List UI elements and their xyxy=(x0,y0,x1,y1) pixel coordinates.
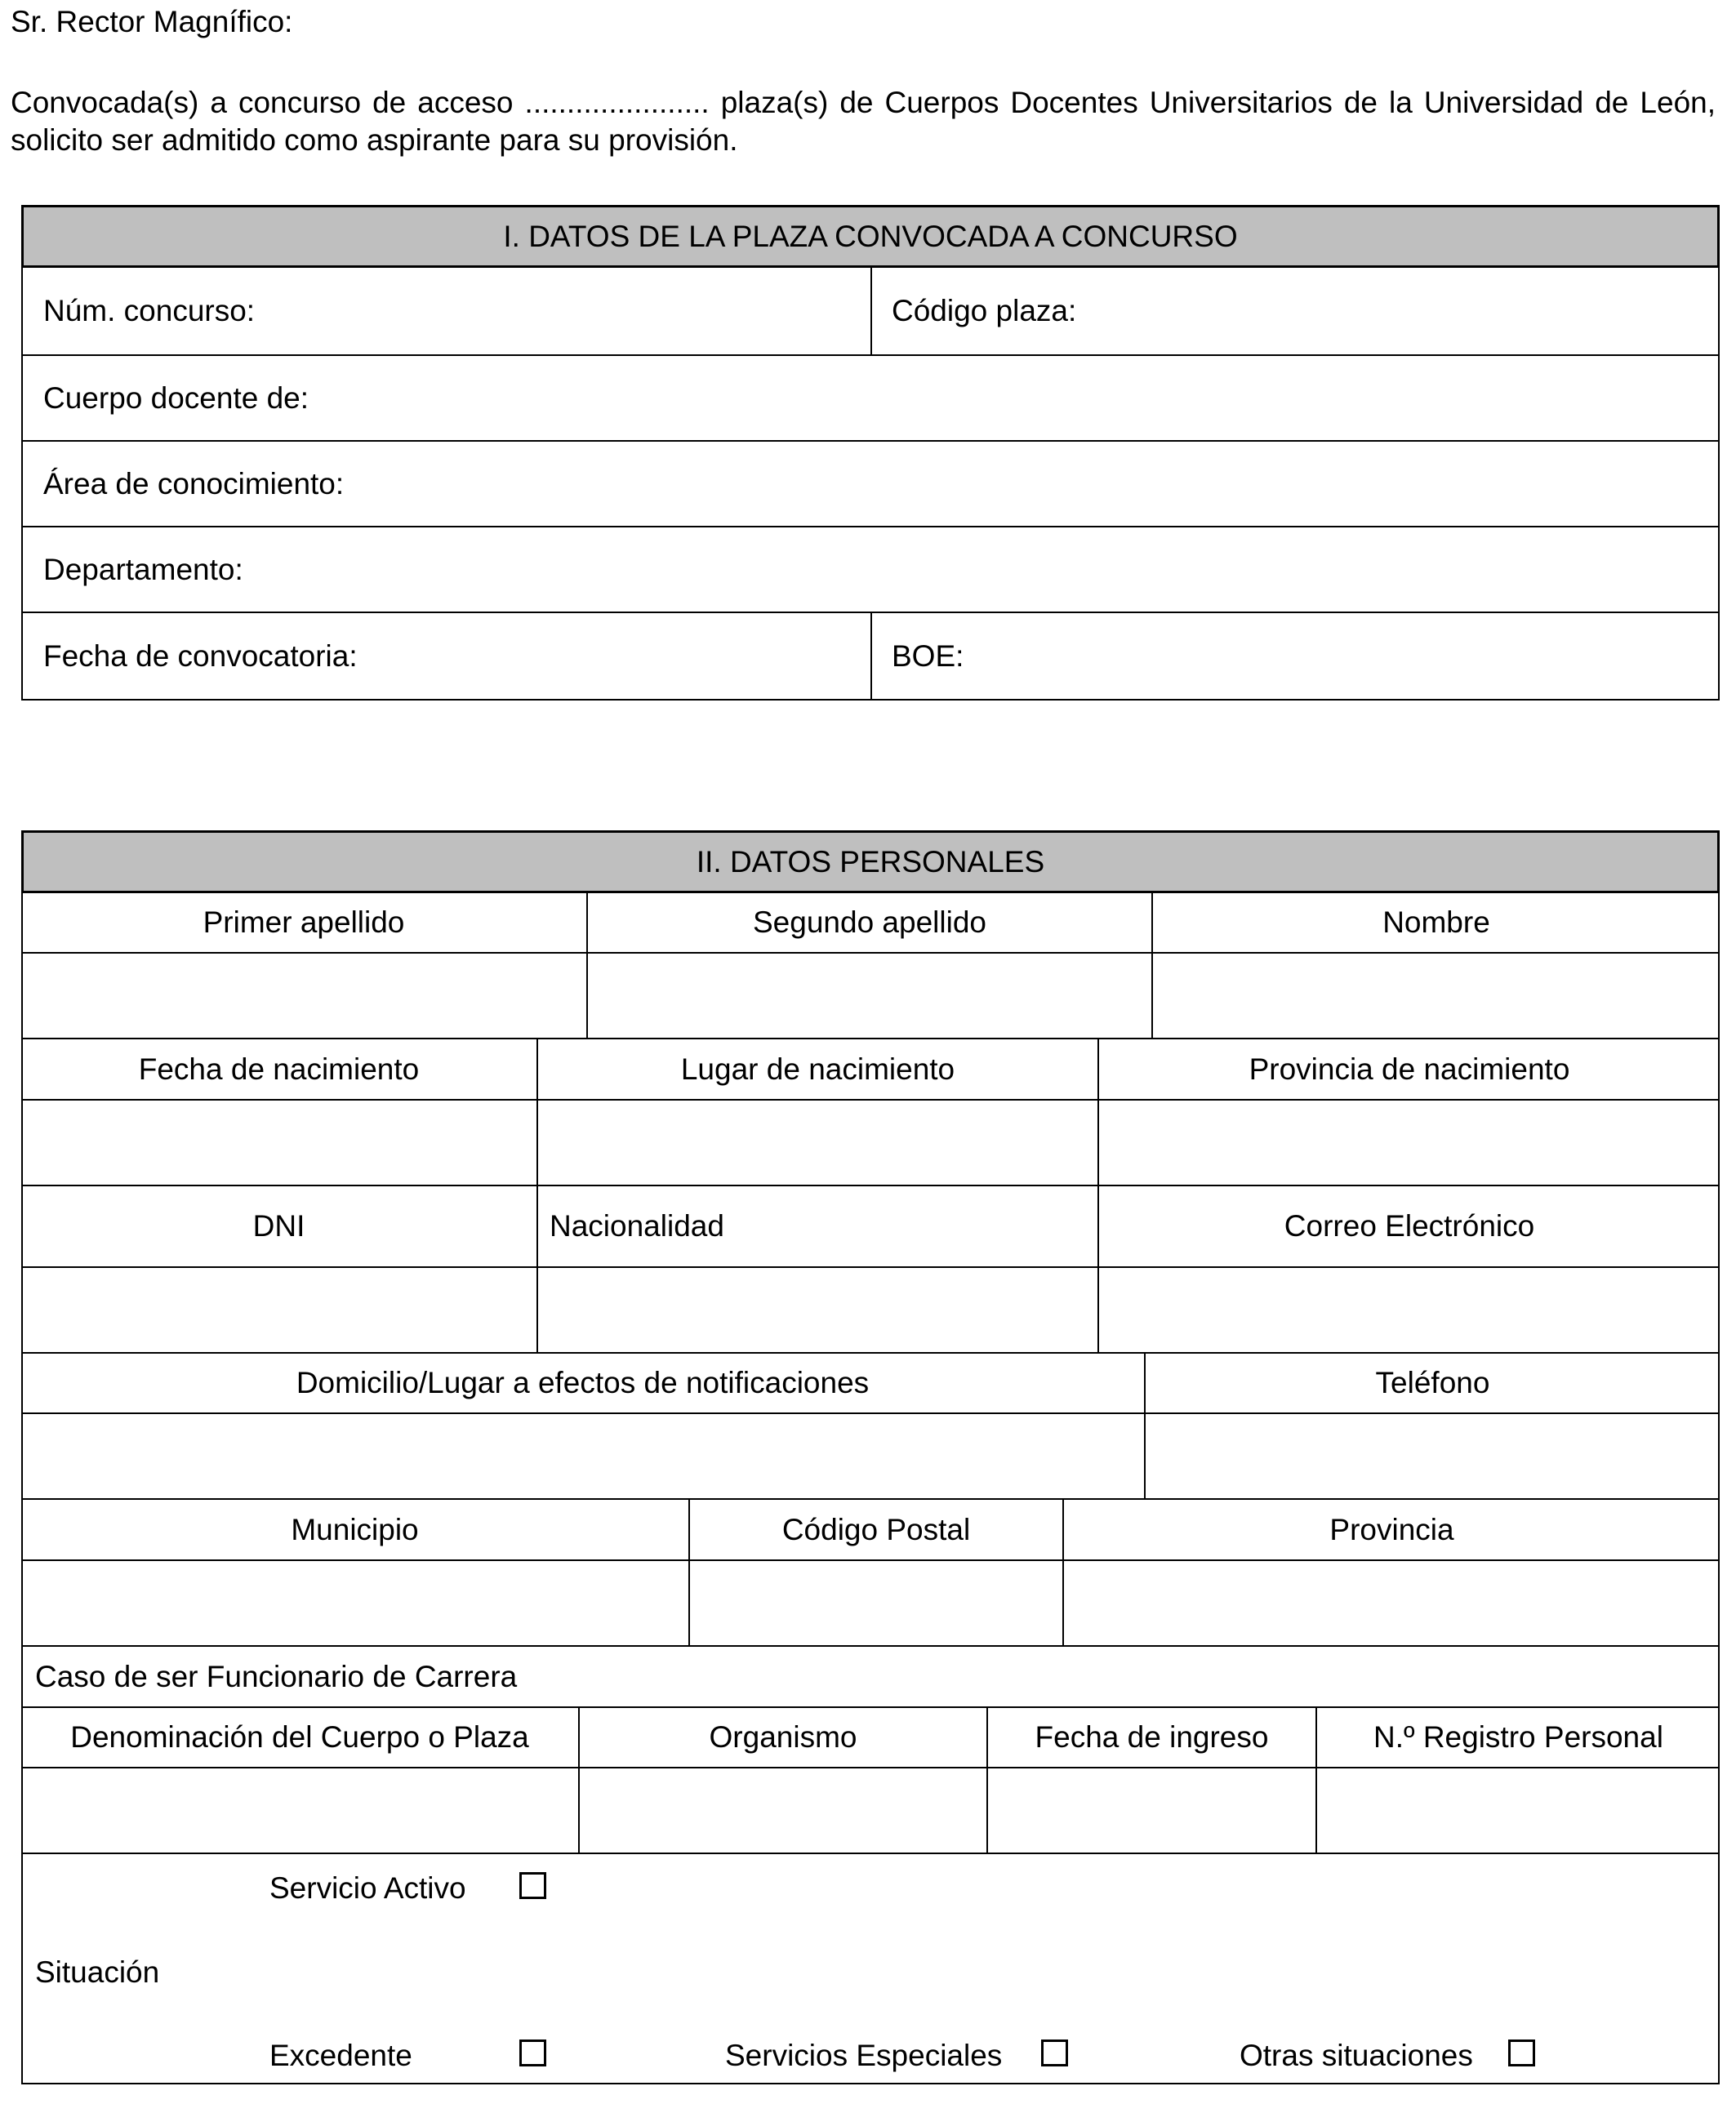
excedente-checkbox[interactable] xyxy=(519,2040,546,2066)
domicilio-input[interactable] xyxy=(23,1414,1144,1498)
municipio-input[interactable] xyxy=(23,1561,688,1645)
fecha-nacimiento-input[interactable] xyxy=(23,1101,536,1185)
domicilio-label: Domicilio/Lugar a efectos de notificaciones xyxy=(296,1366,870,1399)
area-conocimiento-field[interactable]: Área de conocimiento: xyxy=(43,466,345,500)
provincia-nacimiento-label: Provincia de nacimiento xyxy=(1249,1052,1570,1086)
organismo-input[interactable] xyxy=(580,1768,986,1853)
divider xyxy=(870,266,872,354)
otras-situaciones-checkbox[interactable] xyxy=(1508,2040,1535,2066)
nombre-label: Nombre xyxy=(1382,905,1490,939)
telefono-label: Teléfono xyxy=(1375,1366,1490,1399)
divider xyxy=(21,1853,1720,1854)
denominacion-input[interactable] xyxy=(23,1768,578,1853)
departamento-field[interactable]: Departamento: xyxy=(43,552,243,586)
num-concurso-field[interactable]: Núm. concurso: xyxy=(43,294,256,327)
registro-personal-input[interactable] xyxy=(1317,1768,1718,1853)
telefono-input[interactable] xyxy=(1146,1414,1718,1498)
denominacion-label: Denominación del Cuerpo o Plaza xyxy=(70,1720,529,1754)
primer-apellido-input[interactable] xyxy=(23,954,586,1038)
servicios-especiales-checkbox[interactable] xyxy=(1041,2040,1068,2066)
segundo-apellido-input[interactable] xyxy=(588,954,1151,1038)
organismo-label: Organismo xyxy=(709,1720,857,1754)
divider xyxy=(21,526,1720,527)
provincia-nacimiento-input[interactable] xyxy=(1099,1101,1718,1185)
primer-apellido-label: Primer apellido xyxy=(203,905,405,939)
excedente-label: Excedente xyxy=(269,2039,412,2072)
provincia-input[interactable] xyxy=(1064,1561,1718,1645)
funcionario-label: Caso de ser Funcionario de Carrera xyxy=(35,1659,518,1693)
municipio-label: Municipio xyxy=(291,1512,419,1546)
section-title: I. DATOS DE LA PLAZA CONVOCADA A CONCURSO xyxy=(21,205,1720,268)
servicio-activo-label: Servicio Activo xyxy=(269,1871,466,1905)
lugar-nacimiento-input[interactable] xyxy=(538,1101,1097,1185)
segundo-apellido-label: Segundo apellido xyxy=(753,905,986,939)
salutation: Sr. Rector Magnífico: xyxy=(11,5,293,38)
dni-input[interactable] xyxy=(23,1268,536,1352)
fecha-convocatoria-field[interactable]: Fecha de convocatoria: xyxy=(43,638,358,673)
lugar-nacimiento-label: Lugar de nacimiento xyxy=(680,1052,955,1086)
boe-field[interactable]: BOE: xyxy=(892,638,964,673)
nombre-input[interactable] xyxy=(1153,954,1718,1038)
servicios-especiales-label: Servicios Especiales xyxy=(725,2039,1003,2072)
divider xyxy=(870,612,872,700)
correo-label: Correo Electrónico xyxy=(1284,1209,1535,1243)
provincia-label: Provincia xyxy=(1329,1512,1454,1546)
nacionalidad-label: Nacionalidad xyxy=(550,1209,724,1243)
fecha-ingreso-label: Fecha de ingreso xyxy=(1035,1720,1269,1754)
fecha-ingreso-input[interactable] xyxy=(988,1768,1315,1853)
cuerpo-docente-field[interactable]: Cuerpo docente de: xyxy=(43,380,309,415)
codigo-plaza-field[interactable]: Código plaza: xyxy=(892,294,1077,327)
dni-label: DNI xyxy=(252,1209,305,1243)
correo-input[interactable] xyxy=(1099,1268,1718,1352)
nacionalidad-input[interactable] xyxy=(538,1268,1097,1352)
intro-paragraph: Convocada(s) a concurso de acceso ...................... plaza(s) de Cuerpos Docentes Universitarios de la Universidad de León, solicito ser admitido como aspirante para su provisión. xyxy=(11,86,1716,157)
codigo-postal-input[interactable] xyxy=(690,1561,1062,1645)
registro-personal-label: N.º Registro Personal xyxy=(1373,1720,1663,1754)
fecha-nacimiento-label: Fecha de nacimiento xyxy=(138,1052,420,1086)
codigo-postal-label: Código Postal xyxy=(781,1512,971,1546)
otras-situaciones-label: Otras situaciones xyxy=(1240,2039,1473,2072)
servicio-activo-checkbox[interactable] xyxy=(519,1872,546,1899)
situacion-label: Situación xyxy=(35,1955,160,1989)
section-title: II. DATOS PERSONALES xyxy=(21,830,1720,893)
